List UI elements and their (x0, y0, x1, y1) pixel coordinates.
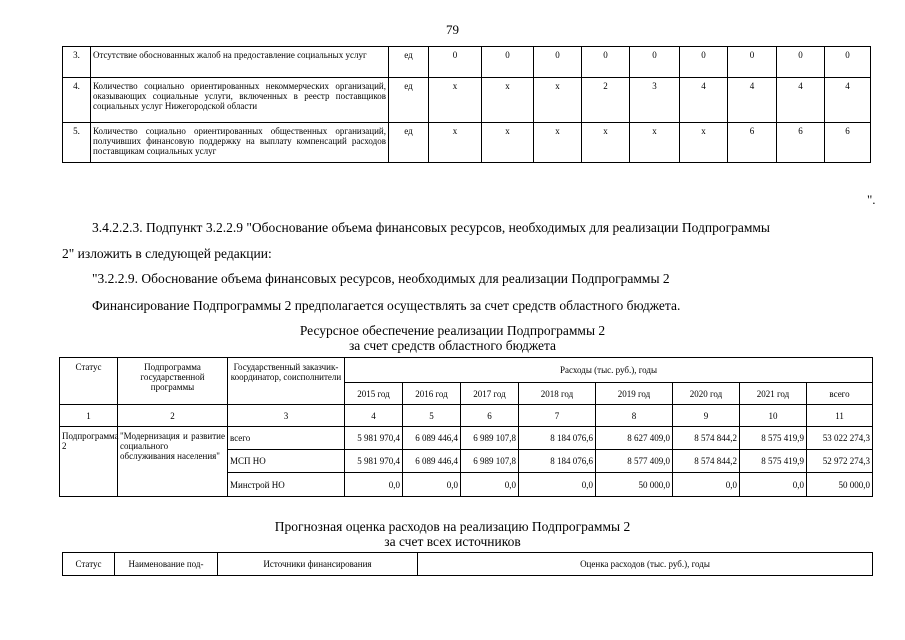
value-cell: 0 (777, 47, 825, 78)
forecast-header-status: Статус (63, 553, 115, 576)
amount-cell: 8 184 076,6 (519, 450, 596, 473)
amount-cell: 8 184 076,6 (519, 427, 596, 450)
column-number: 4 (345, 405, 403, 427)
value-cell: 6 (777, 123, 825, 163)
amount-cell: 53 022 274,3 (807, 427, 873, 450)
value-cell: х (534, 123, 582, 163)
amount-cell: 50 000,0 (596, 473, 673, 497)
amount-cell: 5 981 970,4 (345, 450, 403, 473)
value-cell: 6 (825, 123, 871, 163)
column-number: 6 (461, 405, 519, 427)
table-row (63, 47, 871, 78)
column-number: 9 (673, 405, 740, 427)
header-subprogram: Подпрограмма государственной программы (118, 358, 228, 405)
amount-cell: 8 577 409,0 (596, 450, 673, 473)
amount-cell: 6 089 446,4 (403, 450, 461, 473)
amount-cell: 6 989 107,8 (461, 450, 519, 473)
value-cell: х (534, 78, 582, 123)
amount-cell: 52 972 274,3 (807, 450, 873, 473)
amount-cell: 0,0 (519, 473, 596, 497)
value-cell: 6 (728, 123, 777, 163)
column-number: 11 (807, 405, 873, 427)
value-cell: х (680, 123, 728, 163)
indicators-table (62, 46, 871, 163)
column-number: 2 (118, 405, 228, 427)
value-cell: х (482, 123, 534, 163)
header-expenses: Расходы (тыс. руб.), годы (345, 358, 873, 383)
indicator-name: Отсутствие обоснованных жалоб на предоставление социальных услуг (91, 47, 389, 78)
value-cell: 0 (534, 47, 582, 78)
header-year: 2021 год (740, 383, 807, 405)
unit-cell: ед (389, 78, 429, 123)
column-number: 1 (60, 405, 118, 427)
amount-cell: 8 574 844,2 (673, 450, 740, 473)
value-cell: 0 (482, 47, 534, 78)
paragraph-1-line-2: 2" изложить в следующей редакции: (62, 246, 272, 261)
forecast-header-estimate: Оценка расходов (тыс. руб.), годы (418, 553, 873, 576)
executor-cell: Минстрой НО (228, 473, 345, 497)
header-year: всего (807, 383, 873, 405)
header-coordinator: Государственный заказчик-координатор, соисполнители (228, 358, 345, 405)
column-number: 5 (403, 405, 461, 427)
resource-table (59, 357, 873, 497)
amount-cell: 8 574 844,2 (673, 427, 740, 450)
paragraph-3: Финансирование Подпрограммы 2 предполагается осуществлять за счет средств областного бюджета. (92, 298, 681, 313)
header-year: 2018 год (519, 383, 596, 405)
header-status: Статус (60, 358, 118, 405)
value-cell: 4 (728, 78, 777, 123)
table-row (60, 427, 873, 450)
amount-cell: 0,0 (740, 473, 807, 497)
amount-cell: 0,0 (461, 473, 519, 497)
amount-cell: 8 575 419,9 (740, 427, 807, 450)
value-cell: 0 (825, 47, 871, 78)
column-number: 3 (228, 405, 345, 427)
row-number: 3. (63, 47, 91, 78)
amount-cell: 0,0 (403, 473, 461, 497)
executor-cell: МСП НО (228, 450, 345, 473)
executor-cell: всего (228, 427, 345, 450)
header-year: 2016 год (403, 383, 461, 405)
resource-table-title-2: за счет средств областного бюджета (348, 338, 557, 353)
forecast-table-title-2: за счет всех источников (384, 534, 521, 549)
forecast-header-sources: Источники финансирования (218, 553, 418, 576)
value-cell: 3 (630, 78, 680, 123)
value-cell: 4 (777, 78, 825, 123)
amount-cell: 0,0 (673, 473, 740, 497)
column-number: 8 (596, 405, 673, 427)
amount-cell: 5 981 970,4 (345, 427, 403, 450)
value-cell: х (582, 123, 630, 163)
header-year: 2019 год (596, 383, 673, 405)
value-cell: х (482, 78, 534, 123)
forecast-table (62, 552, 873, 576)
value-cell: 0 (630, 47, 680, 78)
header-year: 2020 год (673, 383, 740, 405)
value-cell: 0 (728, 47, 777, 78)
value-cell: 2 (582, 78, 630, 123)
forecast-header-name: Наименование под- (115, 553, 218, 576)
header-year: 2015 год (345, 383, 403, 405)
column-number: 10 (740, 405, 807, 427)
amount-cell: 0,0 (345, 473, 403, 497)
paragraph-2: "3.2.2.9. Обоснование объема финансовых ресурсов, необходимых для реализации Подпрограммы 2 (92, 271, 670, 286)
page-number: 79 (446, 22, 459, 37)
row-number: 4. (63, 78, 91, 123)
paragraph-1-line-1: 3.4.2.2.3. Подпункт 3.2.2.9 "Обоснование объема финансовых ресурсов, необходимых для реализации Подпрограммы (92, 220, 771, 235)
subprogram-name-cell: "Модернизация и развитие социального обслуживания населения" (118, 427, 228, 497)
value-cell: 0 (680, 47, 728, 78)
indicator-name: Количество социально ориентированных общественных организаций, получивших финансовую поддержку на выплату компенсаций расходов поставщикам социальных услуг (91, 123, 389, 163)
amount-cell: 6 089 446,4 (403, 427, 461, 450)
column-number: 7 (519, 405, 596, 427)
value-cell: х (429, 78, 482, 123)
forecast-table-title-1: Прогнозная оценка расходов на реализацию Подпрограммы 2 (274, 519, 631, 534)
unit-cell: ед (389, 47, 429, 78)
amount-cell: 8 627 409,0 (596, 427, 673, 450)
value-cell: х (429, 123, 482, 163)
amount-cell: 6 989 107,8 (461, 427, 519, 450)
value-cell: 0 (582, 47, 630, 78)
unit-cell: ед (389, 123, 429, 163)
header-year: 2017 год (461, 383, 519, 405)
resource-table-title-1: Ресурсное обеспечение реализации Подпрограммы 2 (299, 323, 606, 338)
table-row (63, 123, 871, 163)
value-cell: х (630, 123, 680, 163)
closing-mark: ". (867, 192, 876, 207)
value-cell: 4 (680, 78, 728, 123)
status-cell: Подпрограмма 2 (60, 427, 118, 497)
value-cell: 0 (429, 47, 482, 78)
row-number: 5. (63, 123, 91, 163)
amount-cell: 8 575 419,9 (740, 450, 807, 473)
table-row (63, 78, 871, 123)
indicator-name: Количество социально ориентированных некоммерческих организаций, оказывающих социальные услуги, включенных в реестр поставщиков социальных услуг Нижегородской области (91, 78, 389, 123)
value-cell: 4 (825, 78, 871, 123)
amount-cell: 50 000,0 (807, 473, 873, 497)
